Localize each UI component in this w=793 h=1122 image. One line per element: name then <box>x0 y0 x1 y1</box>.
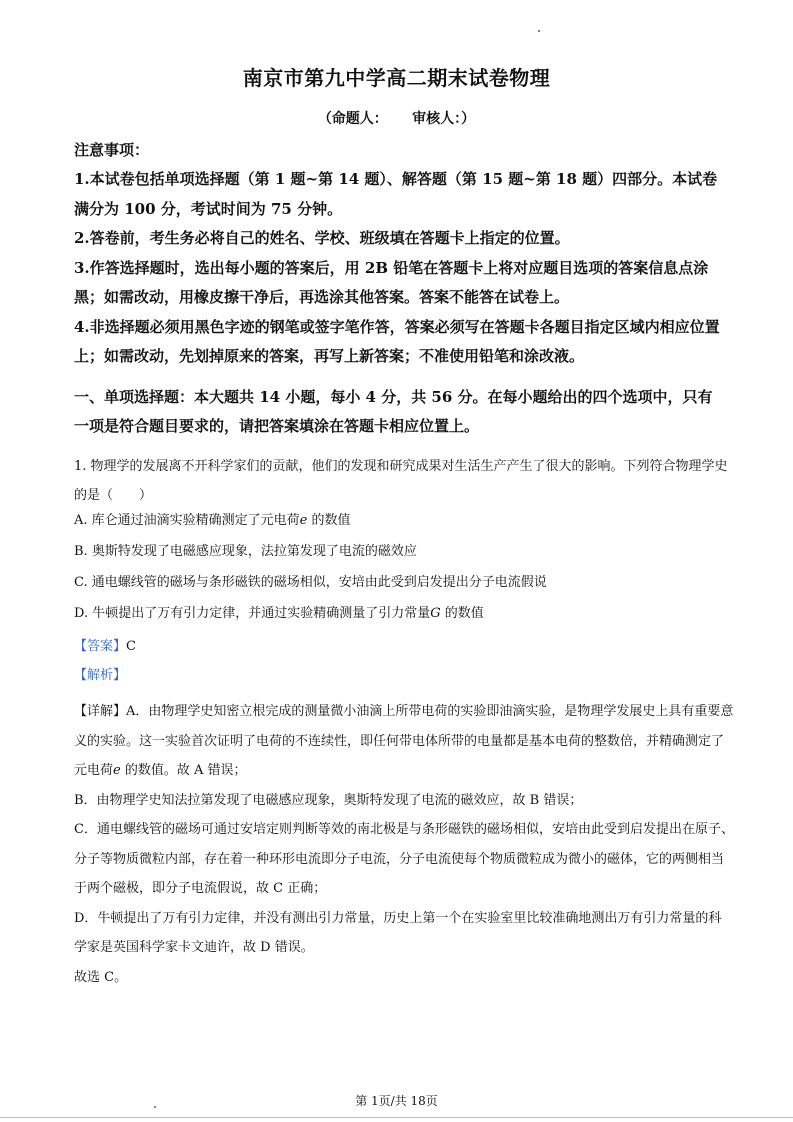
detail-a-text: A．由物理学史知密立根完成的测量微小油滴上所带电荷的实验即油滴实验，是物理学发展史上具有重要意义的实验。这一实验首次证明了电荷的不连续性，即任何带电体所带的电量都是基本电荷的整数倍，并精确测定了元电荷 <box>74 704 734 778</box>
question-1-stem: 1. 物理学的发展离不开科学家们的贡献，他们的发现和研究成果对生活生产产生了很大的影响。下列符合物理学史的是（ ） <box>74 459 728 503</box>
notice-item: 2.答卷前，考生务必将自己的姓名、学校、班级填在答题卡上指定的位置。 <box>74 229 570 247</box>
detail-conclusion: 故选 C。 <box>74 969 128 985</box>
notice-item: 1.本试卷包括单项选择题（第 1 题~第 14 题）、解答题（第 15 题~第 18 题）四部分。本试卷满分为 100 分，考试时间为 75 分钟。 <box>74 170 718 218</box>
option-a <box>74 511 351 531</box>
notice-item: 3.作答选择题时，选出每小题的答案后，用 2B 铅笔在答题卡上将对应题目选项的答案信息点涂黑；如需改动，用橡皮擦干净后，再选涂其他答案。答案不能答在试卷上。 <box>74 258 709 306</box>
option-b: B. 奥斯特发现了电磁感应现象，法拉第发现了电流的磁效应 <box>74 544 417 559</box>
option-a-suffix: 的数值 <box>307 513 351 528</box>
notice-item: 4.非选择题必须用黑色字迹的钢笔或签字笔作答，答案必须写在答题卡各题目指定区域内相应位置上；如需改动，先划掉原来的答案，再写上新答案；不准使用铅笔和涂改液。 <box>74 317 720 365</box>
option-a-text: A. 库仑通过油滴实验精确测定了元电荷 <box>74 513 300 528</box>
option-d-variable: G <box>430 606 441 621</box>
analysis-label: 【解析】 <box>74 668 127 683</box>
page-title: 南京市第九中学高二期末试卷物理 <box>242 66 551 90</box>
detail-d: D．牛顿提出了万有引力定律，并没有测出引力常量，历史上第一个在实验室里比较准确地测出万有引力常量的科学家是英国科学家卡文迪许，故 D 错误。 <box>74 910 722 955</box>
option-a-variable: e <box>299 513 308 528</box>
detail-a-end: 的数值。故 A 错误； <box>120 763 247 778</box>
page-number: 第 1页/共 18页 <box>355 1094 438 1108</box>
detail-a <box>74 697 734 786</box>
option-c: C. 通电螺线管的磁场与条形磁铁的磁场相似，安培由此受到启发提出分子电流假说 <box>74 575 547 590</box>
answer-label: 【答案】 <box>74 639 127 654</box>
analysis-line <box>74 666 126 686</box>
answer-line <box>74 637 136 657</box>
notice-title: 注意事项： <box>74 141 150 159</box>
detail-label: 【详解】 <box>74 704 127 719</box>
answer-value: C <box>126 639 136 654</box>
question-stem <box>74 452 734 510</box>
option-d <box>74 604 484 624</box>
option-d-suffix: 的数值 <box>440 606 484 621</box>
scan-dot <box>538 30 540 32</box>
footer-divider <box>0 1117 793 1118</box>
detail-c: C．通电螺线管的磁场可通过安培定则判断等效的南北极是与条形磁铁的磁场相似，安培由此受到启发提出在原子、分子等物质微粒内部，存在着一种环形电流即分子电流，分子电流使每个物质微粒成为微小的磁体，它的两侧相当于两个磁极，即分子电流假说，故 C 正确； <box>74 822 734 896</box>
detail-b: B．由物理学史知法拉第发现了电磁感应现象，奥斯特发现了电流的磁效应，故 B 错误； <box>74 792 583 808</box>
option-d-text: D. 牛顿提出了万有引力定律，并通过实验精确测量了引力常量 <box>74 606 431 621</box>
section-heading: 一、单项选择题：本大题共 14 小题，每小 4 分，共 56 分。在每小题给出的四个选项中，只有一项是符合题目要求的，请把答案填涂在答题卡相应位置上。 <box>74 388 713 435</box>
detail-a-variable: e <box>113 763 121 778</box>
notice-list <box>74 165 724 372</box>
page-subtitle: （命题人： 审核人：） <box>317 111 476 127</box>
detail-block <box>74 697 734 992</box>
